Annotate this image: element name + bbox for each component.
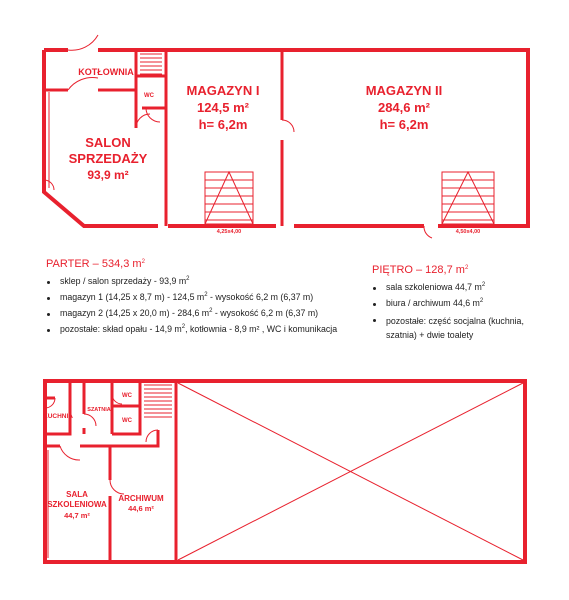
ramp-magazyn2 xyxy=(442,172,494,224)
pietro-item: biura / archiwum 44,6 $m^2$ xyxy=(372,298,552,308)
label-wc2-upper: WC xyxy=(122,418,132,424)
door-arc-salon xyxy=(136,114,150,128)
stairs-ground xyxy=(140,54,162,74)
parter-item: magazyn 1 (14,25 x 8,7 m) - 124,5 $m^2$ - wysokość 6,2 m (6,37 m) xyxy=(46,292,366,302)
label-magazyn1-name: MAGAZYN I xyxy=(186,83,260,98)
label-archiwum-area: 44,6 m² xyxy=(128,504,154,513)
pietro-list xyxy=(372,282,552,342)
parter-item: sklep / salon sprzedaży - 93,9 $m^2$ xyxy=(46,276,366,286)
parter-item: magazyn 2 (14,25 x 20,0 m) - 284,6 $m^2$ - wysokość 6,2 m (6,37 m) xyxy=(46,308,366,318)
label-magazyn2-area: 284,6 m² xyxy=(377,100,431,115)
parter-title: PARTER – 534,3 $m^2$ xyxy=(46,258,145,270)
door-arc-mag2 xyxy=(282,120,294,132)
label-salon-area: 93,9 m² xyxy=(87,168,129,182)
label-archiwum-name: ARCHIWUM xyxy=(118,494,164,503)
pietro-item: sala szkoleniowa 44,7 $m^2$ xyxy=(372,282,552,292)
label-magazyn1-area: 124,5 m² xyxy=(196,100,250,115)
label-gate2: 4,50x4,00 xyxy=(455,229,481,235)
label-szatnia: SZATNIA xyxy=(87,407,111,413)
wall-wc-stairs xyxy=(136,76,166,128)
parter-legend xyxy=(46,258,366,334)
label-magazyn2-name: MAGAZYN II xyxy=(365,83,443,98)
label-gate1: 4,25x4,00 xyxy=(216,229,242,235)
door-arc-kotlownia-top xyxy=(68,35,98,50)
pietro-legend xyxy=(372,264,552,342)
label-sala-line1: SALA xyxy=(66,490,88,499)
upper-floor-plan xyxy=(45,381,525,562)
label-kotlownia: KOTŁOWNIA xyxy=(78,67,134,77)
door-arc-kotlownia xyxy=(68,77,98,90)
door-arc-archiwum xyxy=(110,480,124,494)
pietro-title: PIĘTRO – 128,7 $m^2$ xyxy=(372,264,469,276)
label-sala-area: 44,7 m² xyxy=(64,511,90,520)
door-arc-bottom xyxy=(424,226,432,238)
pietro-item: pozostałe: część socjalna (kuchnia, szatnia) + dwie toalety xyxy=(372,314,552,342)
label-sala-line2: SZKOLENIOWA xyxy=(47,500,107,509)
label-wc-ground: WC xyxy=(144,93,154,99)
label-kuchnia: KUCHNIA xyxy=(43,413,73,420)
stairs-upper xyxy=(144,385,172,417)
door-arc-wc xyxy=(146,108,160,122)
door-arc-sala xyxy=(60,446,80,460)
parter-item: pozostałe: skład opału - 14,9 $m^2$, kotłownia - 8,9 m² , WC i komunikacja xyxy=(46,324,366,334)
door-arc-corridor xyxy=(146,430,158,442)
label-wc1-upper: WC xyxy=(122,393,132,399)
label-salon-line2: SPRZEDAŻY xyxy=(68,151,148,166)
door-arc-szatnia xyxy=(84,414,96,426)
upper-outer-wall xyxy=(45,381,525,562)
parter-list xyxy=(46,276,366,334)
label-magazyn2-height: h= 6,2m xyxy=(379,117,429,132)
label-magazyn1-height: h= 6,2m xyxy=(198,117,248,132)
label-salon-line1: SALON xyxy=(85,135,131,150)
ramp-magazyn1 xyxy=(205,172,253,224)
